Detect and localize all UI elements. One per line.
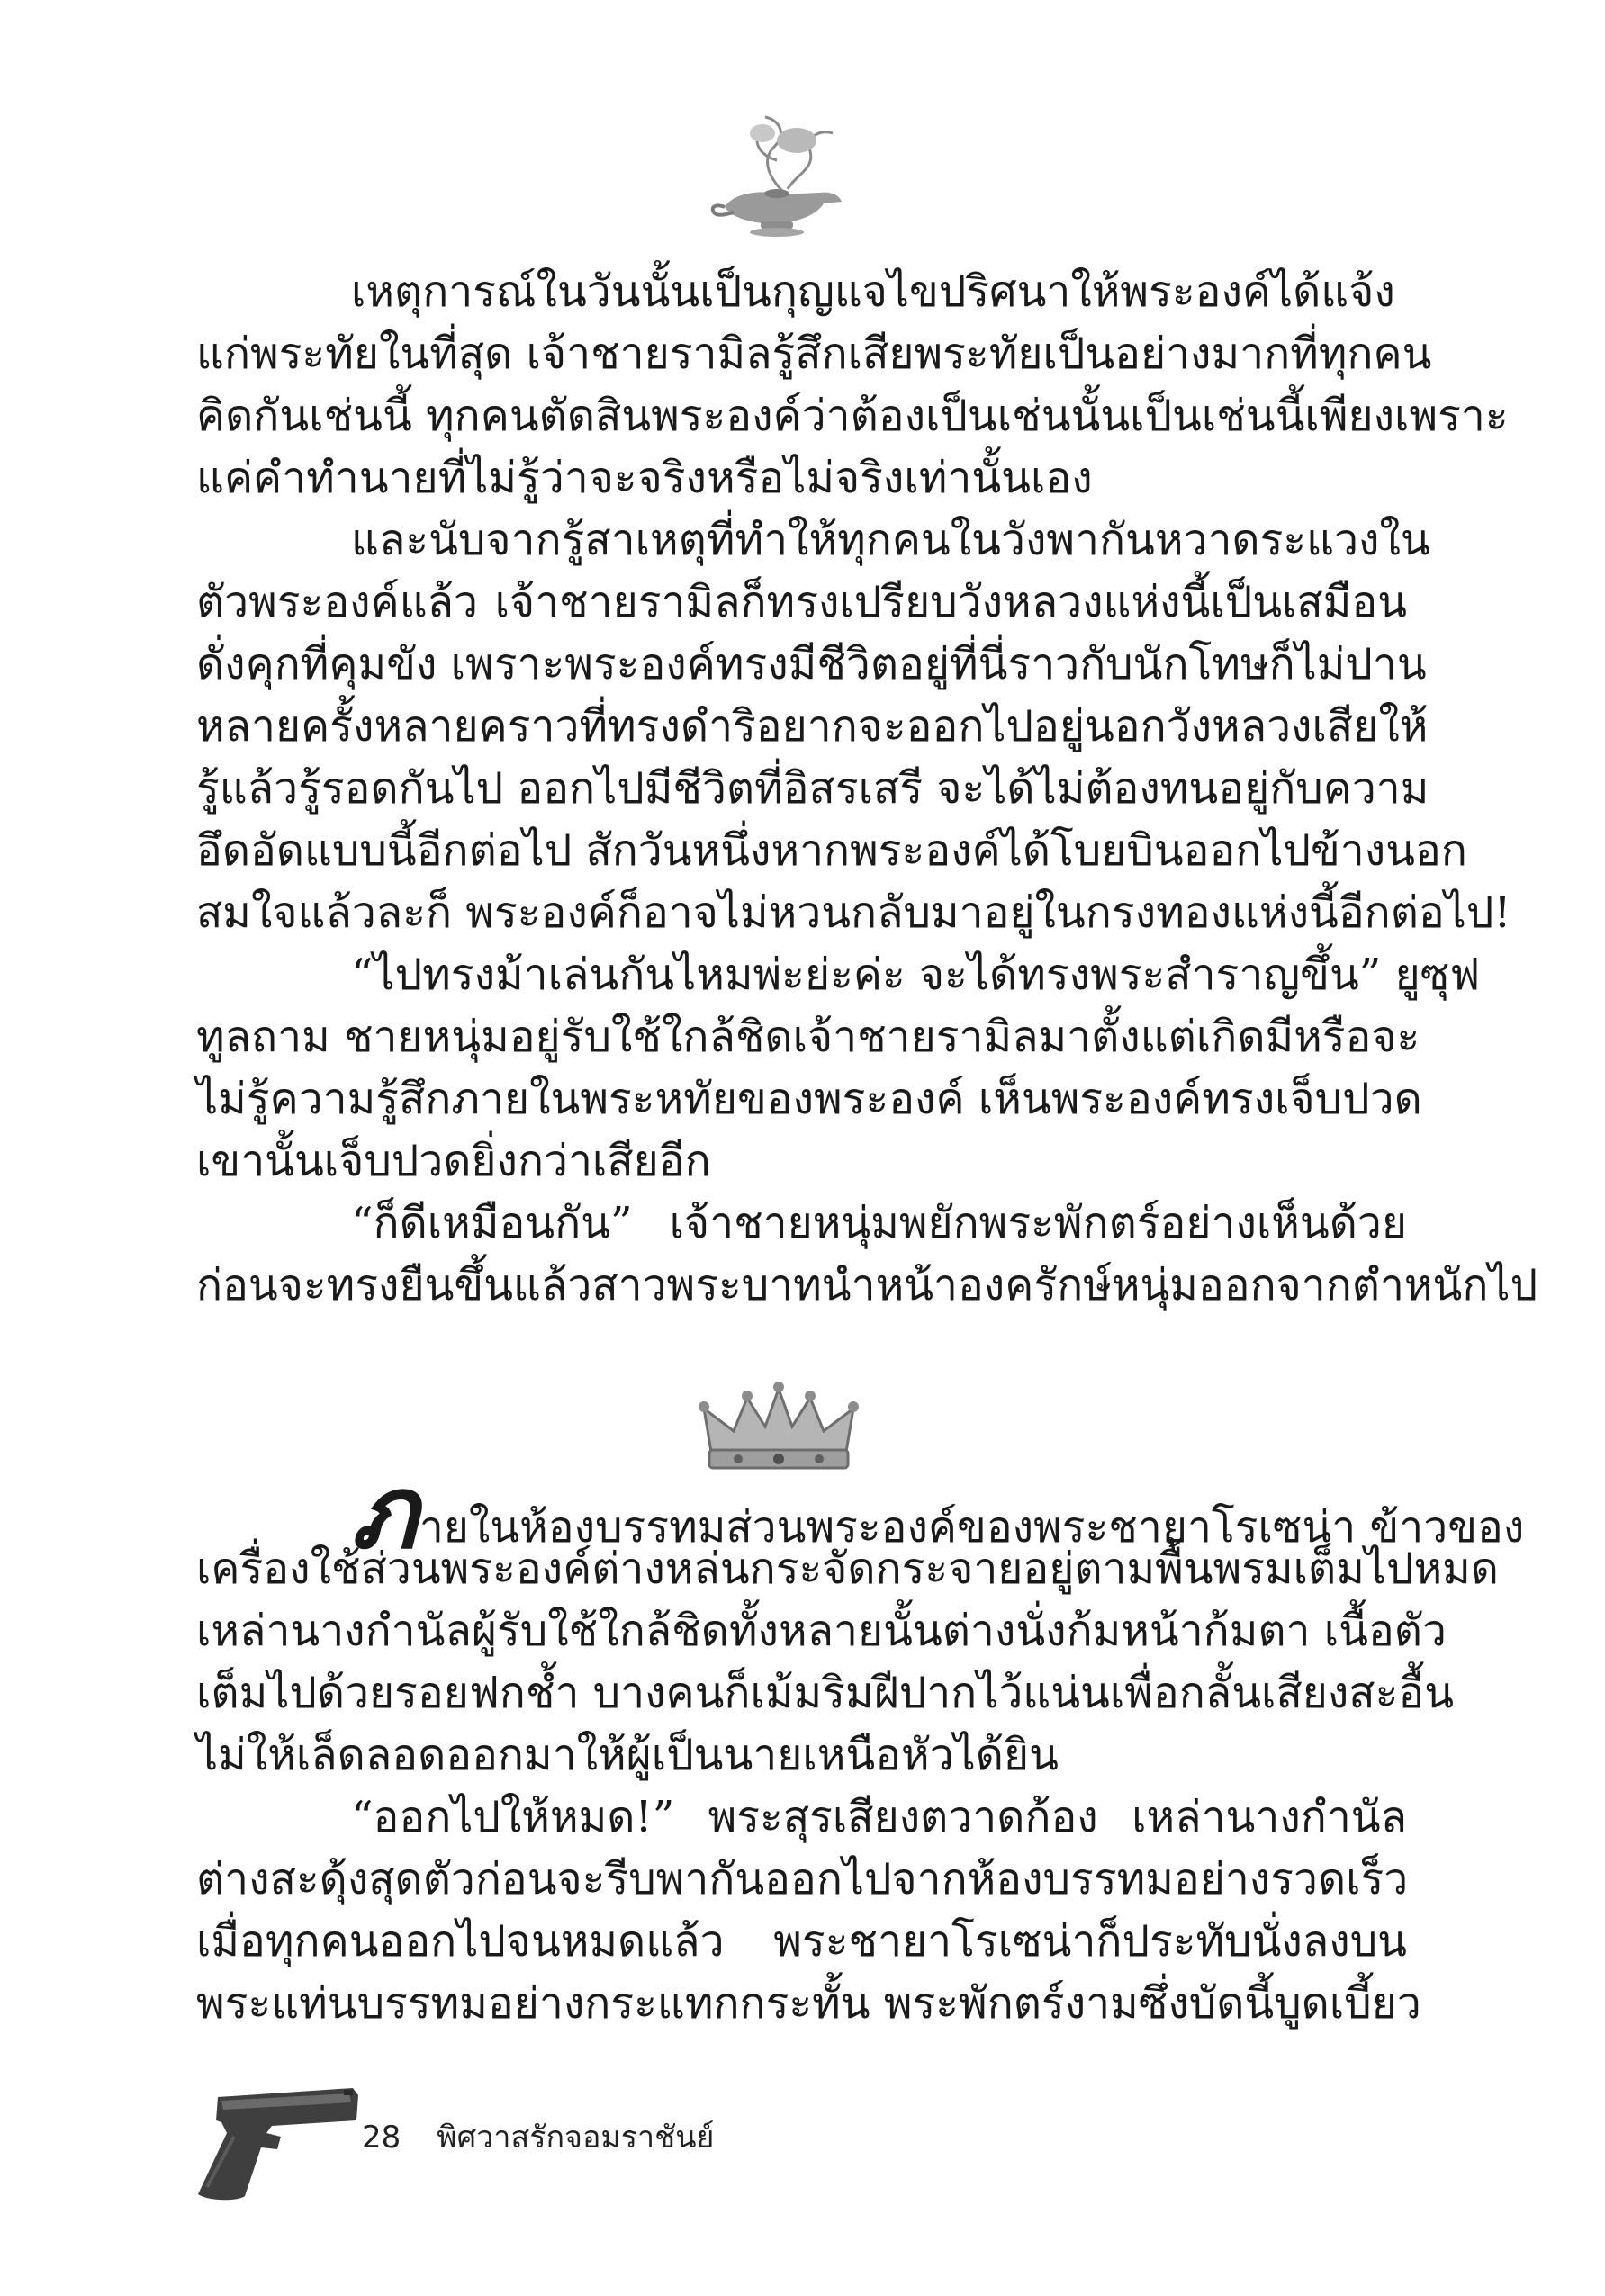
drop-cap: ภ bbox=[351, 1454, 418, 1571]
crown-icon bbox=[693, 1382, 864, 1481]
paragraph-line: ดั่งคุกที่คุมขัง เพราะพระองค์ทรงมีชีวิตอยู่ที่นี่ราวกับนักโทษก็ไม่ปาน bbox=[196, 639, 1427, 689]
paragraph-line: ก่อนจะทรงยืนขึ้นแล้วสาวพระบาทนำหน้าองครักษ์หนุ่มออกจากตำหนักไป bbox=[196, 1260, 1538, 1310]
chapter-text-section-2 bbox=[196, 1454, 1525, 2035]
book-title: พิศวาสรักจอมราชันย์ bbox=[437, 2120, 715, 2156]
paragraph-line: และนับจากรู้สาเหตุที่ทำให้ทุกคนในวังพากันหวาดระแวงใน bbox=[351, 515, 1430, 565]
paragraph-line: ตัวพระองค์แล้ว เจ้าชายรามิลก็ทรงเปรียบวังหลวงแห่งนี้เป็นเสมือน bbox=[196, 577, 1407, 627]
paragraph-line: ไม่รู้ความรู้สึกภายในพระหทัยของพระองค์ เห็นพระองค์ทรงเจ็บปวด bbox=[196, 1074, 1422, 1124]
paragraph-line: แค่คำทำนายที่ไม่รู้ว่าจะจริงหรือไม่จริงเท่านั้นเอง bbox=[196, 453, 1093, 503]
paragraph-line: เหตุการณ์ในวันนั้นเป็นกุญแจไขปริศนาให้พระองค์ได้แจ้ง bbox=[351, 266, 1395, 317]
genie-lamp-icon bbox=[698, 106, 851, 241]
paragraph-line: แก่พระทัยในที่สุด เจ้าชายรามิลรู้สึกเสียพระทัยเป็นอย่างมากที่ทุกคน bbox=[196, 329, 1432, 379]
paragraph-line: เครื่องใช้ส่วนพระองค์ต่างหล่นกระจัดกระจายอยู่ตามพื้นพรมเต็มไปหมด bbox=[196, 1544, 1499, 1594]
paragraph-line: สมใจแล้วละก็ พระองค์ก็อาจไม่หวนกลับมาอยู่ในกรงทองแห่งนี้อีกต่อไป! bbox=[196, 887, 1511, 938]
paragraph-line: เต็มไปด้วยรอยฟกช้ำ บางคนก็เม้มริมฝีปากไว้แน่นเพื่อกลั้นเสียงสะอื้น bbox=[196, 1668, 1455, 1718]
paragraph-line: ทูลถาม ชายหนุ่มอยู่รับใช้ใกล้ชิดเจ้าชายรามิลมาตั้งแต่เกิดมีหรือจะ bbox=[196, 1012, 1420, 1062]
page-number: 28 bbox=[362, 2120, 401, 2156]
paragraph-line: คิดกันเช่นนี้ ทุกคนตัดสินพระองค์ว่าต้องเป็นเช่นนั้นเป็นเช่นนี้เพียงเพราะ bbox=[196, 391, 1509, 441]
drop-cap-line-text: ายในห้องบรรทมส่วนพระองค์ของพระชายาโรเซน่า ข้าวของ bbox=[419, 1502, 1525, 1553]
paragraph-line: เมื่อทุกคนออกไปจนหมดแล้ว พระชายาโรเซน่าก็ประทับนั่งลงบน bbox=[196, 1916, 1407, 1967]
paragraph-line: “ออกไปให้หมด!” พระสุรเสียงตวาดก้อง เหล่านางกำนัล bbox=[351, 1792, 1407, 1842]
pistol-icon bbox=[191, 2079, 362, 2205]
paragraph-line: ไม่ให้เล็ดลอดออกมาให้ผู้เป็นนายเหนือหัวได้ยิน bbox=[196, 1730, 1059, 1780]
paragraph-line: อึดอัดแบบนี้อีกต่อไป สักวันหนึ่งหากพระองค์ได้โบยบินออกไปข้างนอก bbox=[196, 825, 1467, 876]
paragraph-line: “ไปทรงม้าเล่นกันไหมพ่ะย่ะค่ะ จะได้ทรงพระสำราญขึ้น” ยูซุฟ bbox=[351, 950, 1481, 1000]
chapter-text-section-1 bbox=[196, 261, 1538, 1317]
page-footer bbox=[362, 2115, 714, 2160]
paragraph-line: “ก็ดีเหมือนกัน” เจ้าชายหนุ่มพยักพระพักตร์อย่างเห็นด้วย bbox=[351, 1198, 1407, 1248]
paragraph-line: ต่างสะดุ้งสุดตัวก่อนจะรีบพากันออกไปจากห้องบรรทมอย่างรวดเร็ว bbox=[196, 1854, 1409, 1904]
paragraph-line: เขานั้นเจ็บปวดยิ่งกว่าเสียอีก bbox=[196, 1136, 711, 1186]
paragraph-line: หลายครั้งหลายคราวที่ทรงดำริอยากจะออกไปอยู่นอกวังหลวงเสียให้ bbox=[196, 701, 1429, 752]
paragraph-line: รู้แล้วรู้รอดกันไป ออกไปมีชีวิตที่อิสรเสรี จะได้ไม่ต้องทนอยู่กับความ bbox=[196, 763, 1429, 814]
paragraph-line: เหล่านางกำนัลผู้รับใช้ใกล้ชิดทั้งหลายนั้นต่างนั่งก้มหน้าก้มตา เนื้อตัว bbox=[196, 1606, 1447, 1656]
paragraph-line: พระแท่นบรรทมอย่างกระแทกกระทั้น พระพักตร์งามซึ่งบัดนี้บูดเบี้ยว bbox=[196, 1978, 1421, 2029]
